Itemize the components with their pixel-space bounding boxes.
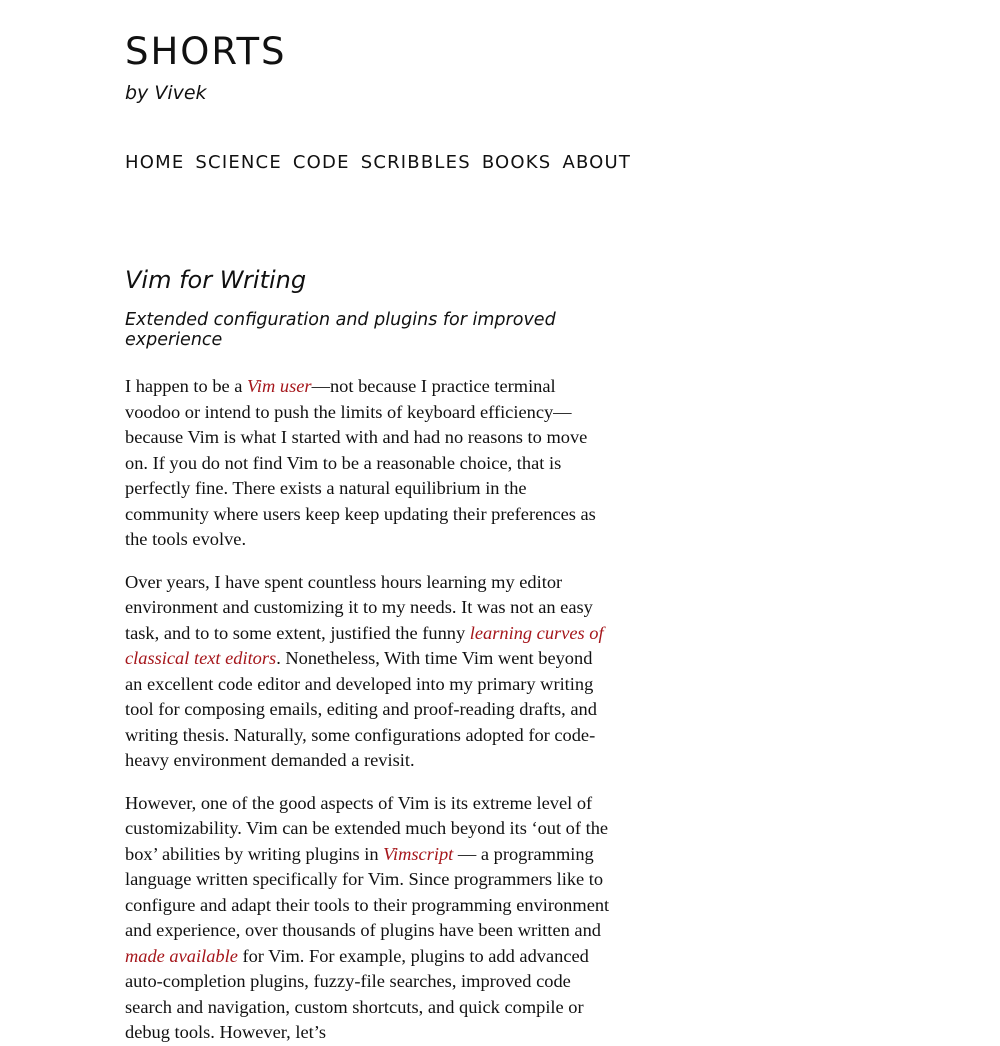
paragraph-text: —not because I practice terminal voodoo or intend to push the limits of keyboard efficiency—because Vim is what I started with and had no reasons to move on. If you do not find Vim to be a reasonable choice, that is perfectly fine. There exists a natural equilibrium in the community where users keep keep updating their preferences as the tools evolve. <box>125 376 596 549</box>
nav-item-books[interactable]: BOOKS <box>481 152 552 173</box>
nav-item-code[interactable]: CODE <box>292 152 350 173</box>
site-byline: by Vivek <box>125 82 207 104</box>
site-header <box>125 31 287 105</box>
site-title-link[interactable]: SHORTS <box>125 30 287 73</box>
paragraph-text: . Nonetheless, With time Vim went beyond an excellent code editor and developed into my primary writing tool for composing emails, editing and proof-reading drafts, and writing thesis. Naturally, some configurations adopted for code-heavy environment demanded a revisit. <box>125 648 597 770</box>
article-paragraph <box>125 791 610 1046</box>
article-subtitle: Extended configuration and plugins for improved experience <box>125 310 556 350</box>
article-paragraph <box>125 570 610 774</box>
paragraph-text: — a programming language written specifically for Vim. Since programmers like to configure and adapt their tools to their programming environment and experience, over thousands of plugins have been written and <box>125 843 610 940</box>
paragraph-text: for Vim. For example, plugins to add advanced auto-completion plugins, fuzzy-file searches, improved code search and navigation, custom shortcuts, and quick compile or debug tools. However, let’s <box>125 945 589 1042</box>
nav-item-science[interactable]: SCIENCE <box>195 152 282 173</box>
paragraph-text: I happen to be a <box>125 376 248 396</box>
article-paragraph <box>125 374 610 553</box>
article <box>125 264 610 1046</box>
nav-item-home[interactable]: HOME <box>125 152 185 173</box>
paragraph-text: Over years, I have spent countless hours learning my editor environment and customizing it to my needs. It was not an easy task, and to to some extent, justified the funny <box>125 571 593 643</box>
made-available-link[interactable]: made available <box>125 945 238 966</box>
nav-item-about[interactable]: ABOUT <box>562 152 632 173</box>
main-nav <box>125 152 631 174</box>
paragraph-text: However, one of the good aspects of Vim is its extreme level of customizability. Vim can be extended much beyond its ‘out of the box’ abilities by writing plugins in <box>125 792 609 864</box>
article-title: Vim for Writing <box>125 266 307 294</box>
learning-curves-link[interactable]: learning curves of classical text editors <box>125 622 604 668</box>
nav-item-scribbles[interactable]: SCRIBBLES <box>360 152 471 173</box>
vim-user-link[interactable]: Vim user <box>247 376 312 396</box>
vimscript-link[interactable]: Vimscript <box>383 843 454 864</box>
